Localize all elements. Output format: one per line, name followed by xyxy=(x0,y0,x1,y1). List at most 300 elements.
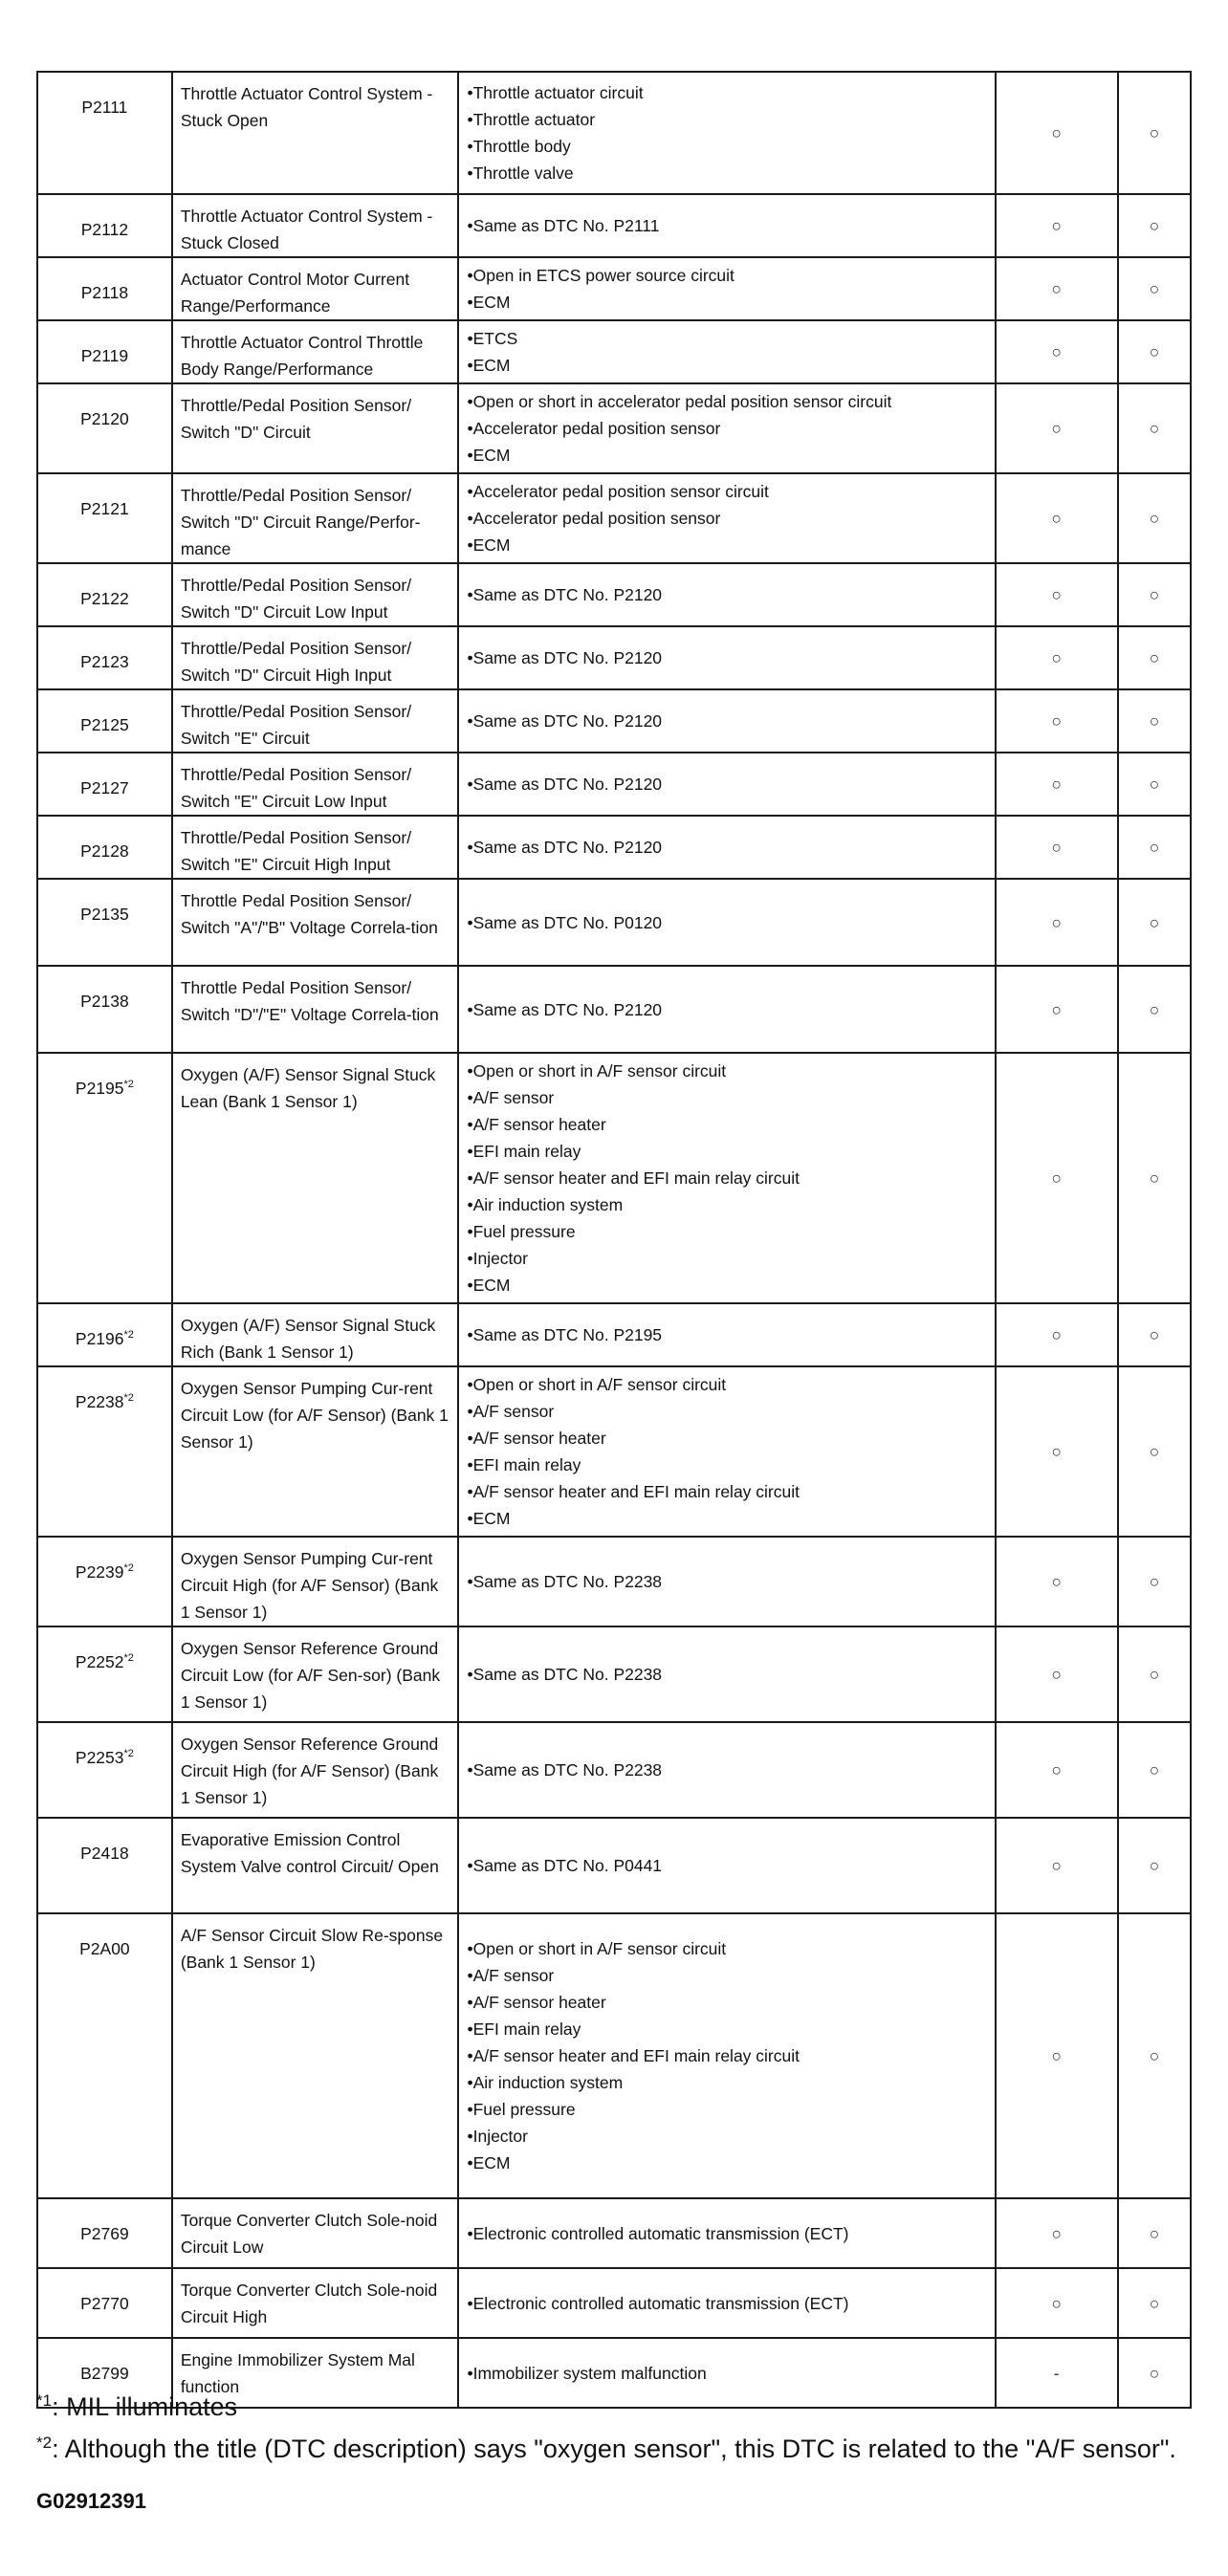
trouble-areas-cell xyxy=(458,320,995,383)
dtc-code-cell xyxy=(37,1626,172,1722)
trouble-area-item xyxy=(467,505,986,532)
trouble-area-text: Same as DTC No. P2120 xyxy=(472,999,663,1019)
table-row xyxy=(37,1366,1191,1537)
bullet-icon: • xyxy=(467,1482,473,1501)
trouble-area-item xyxy=(467,1452,986,1478)
footnote-text: : MIL illuminates xyxy=(52,2392,238,2421)
trouble-area-item xyxy=(467,1218,986,1245)
trouble-area-item xyxy=(467,1321,986,1348)
dtc-code: P2418 xyxy=(80,1844,129,1863)
trouble-areas-cell xyxy=(458,2268,995,2338)
dtc-detection-item: Oxygen Sensor Reference Ground Circuit Low (for A/F Sen-sor) (Bank 1 Sensor 1) xyxy=(172,1626,459,1722)
trouble-areas-cell xyxy=(458,966,995,1053)
trouble-area-item xyxy=(467,909,986,936)
trouble-areas-cell xyxy=(458,563,995,626)
dtc-code-cell xyxy=(37,1537,172,1626)
bullet-icon: • xyxy=(467,110,473,129)
dtc-code: P2118 xyxy=(80,283,129,302)
bullet-icon: • xyxy=(467,1222,473,1241)
trouble-area-text: Throttle actuator circuit xyxy=(472,83,644,102)
bullet-icon: • xyxy=(467,2223,473,2243)
trouble-area-text: Same as DTC No. P2238 xyxy=(472,1572,663,1591)
dtc-detection-item: Oxygen Sensor Pumping Cur-rent Circuit Low (for A/F Sensor) (Bank 1 Sensor 1) xyxy=(172,1366,459,1537)
memory-indicator: ○ xyxy=(1118,1913,1191,2198)
table-row xyxy=(37,194,1191,257)
dtc-code: P2253 xyxy=(75,1748,124,1767)
trouble-area-item xyxy=(467,2150,986,2176)
bullet-icon: • xyxy=(467,1856,473,1875)
trouble-area-item xyxy=(467,106,986,133)
trouble-areas-cell xyxy=(458,1053,995,1303)
mil-indicator: ○ xyxy=(996,194,1118,257)
trouble-area-item xyxy=(467,2220,986,2247)
trouble-area-text: A/F sensor heater and EFI main relay circuit xyxy=(472,1168,800,1188)
trouble-area-text: Same as DTC No. P2120 xyxy=(472,775,663,794)
dtc-code: P2128 xyxy=(80,841,129,861)
mil-indicator: ○ xyxy=(996,72,1118,194)
table-row xyxy=(37,1626,1191,1722)
mil-indicator: ○ xyxy=(996,879,1118,966)
table-row xyxy=(37,563,1191,626)
trouble-areas-cell xyxy=(458,194,995,257)
trouble-area-item xyxy=(467,2123,986,2150)
bullet-icon: • xyxy=(467,1429,473,1448)
trouble-area-text: Same as DTC No. P0441 xyxy=(472,1856,663,1875)
dtc-detection-item: Oxygen Sensor Reference Ground Circuit High (for A/F Sensor) (Bank 1 Sensor 1) xyxy=(172,1722,459,1818)
trouble-area-text: Throttle actuator xyxy=(472,110,596,129)
dtc-code-cell xyxy=(37,2198,172,2268)
trouble-area-item xyxy=(467,442,986,469)
mil-indicator: ○ xyxy=(996,383,1118,473)
bullet-icon: • xyxy=(467,1195,473,1214)
trouble-area-item xyxy=(467,79,986,106)
table-row xyxy=(37,626,1191,689)
trouble-area-text: Injector xyxy=(472,2127,528,2146)
trouble-areas-cell xyxy=(458,2198,995,2268)
mil-indicator: ○ xyxy=(996,1722,1118,1818)
trouble-area-item xyxy=(467,415,986,442)
trouble-area-text: Same as DTC No. P2238 xyxy=(472,1760,663,1779)
memory-indicator: ○ xyxy=(1118,320,1191,383)
dtc-code-cell xyxy=(37,1722,172,1818)
dtc-detection-item: Throttle Pedal Position Sensor/ Switch "D"/"E" Voltage Correla-tion xyxy=(172,966,459,1053)
dtc-detection-item: Oxygen (A/F) Sensor Signal Stuck Rich (Bank 1 Sensor 1) xyxy=(172,1303,459,1366)
trouble-area-text: Open or short in A/F sensor circuit xyxy=(472,1061,727,1081)
memory-indicator: ○ xyxy=(1118,1626,1191,1722)
mil-indicator: ○ xyxy=(996,1303,1118,1366)
dtc-table-body xyxy=(37,72,1191,2408)
trouble-area-item xyxy=(467,1661,986,1688)
trouble-area-item xyxy=(467,708,986,734)
mil-indicator: ○ xyxy=(996,1626,1118,1722)
dtc-detection-item: Throttle Pedal Position Sensor/ Switch "A"/"B" Voltage Correla-tion xyxy=(172,879,459,966)
table-row xyxy=(37,966,1191,1053)
footnote-af-sensor xyxy=(36,2428,1203,2470)
table-row xyxy=(37,2268,1191,2338)
trouble-areas-cell xyxy=(458,1626,995,1722)
trouble-area-item xyxy=(467,1058,986,1084)
trouble-area-text: EFI main relay xyxy=(472,1455,581,1474)
trouble-area-text: Open in ETCS power source circuit xyxy=(472,266,735,285)
trouble-area-text: A/F sensor xyxy=(472,1966,555,1985)
trouble-area-text: Same as DTC No. P0120 xyxy=(472,912,663,932)
dtc-code: P2112 xyxy=(80,220,129,239)
trouble-area-item xyxy=(467,212,986,239)
dtc-code-cell xyxy=(37,473,172,563)
trouble-areas-cell xyxy=(458,1303,995,1366)
trouble-area-text: EFI main relay xyxy=(472,2019,581,2039)
trouble-area-item xyxy=(467,532,986,558)
dtc-detection-item: Actuator Control Motor Current Range/Performance xyxy=(172,257,459,320)
trouble-area-text: EFI main relay xyxy=(472,1142,581,1161)
trouble-area-text: Air induction system xyxy=(472,2073,624,2092)
mil-indicator: ○ xyxy=(996,626,1118,689)
trouble-area-text: ECM xyxy=(472,535,511,555)
bullet-icon: • xyxy=(467,2100,473,2119)
mil-indicator: ○ xyxy=(996,473,1118,563)
footnote-ref: *2 xyxy=(123,1748,134,1760)
mil-indicator: ○ xyxy=(996,257,1118,320)
footnote-mark: *1 xyxy=(36,2391,53,2410)
bullet-icon: • xyxy=(467,2153,473,2172)
memory-indicator: ○ xyxy=(1118,473,1191,563)
bullet-icon: • xyxy=(467,1665,473,1684)
bullet-icon: • xyxy=(467,164,473,183)
trouble-area-item xyxy=(467,1568,986,1595)
mil-indicator: ○ xyxy=(996,816,1118,879)
bullet-icon: • xyxy=(467,648,473,667)
dtc-code-cell xyxy=(37,2268,172,2338)
trouble-area-item xyxy=(467,2290,986,2317)
trouble-areas-cell xyxy=(458,753,995,816)
bullet-icon: • xyxy=(467,1402,473,1421)
trouble-areas-cell xyxy=(458,1722,995,1818)
bullet-icon: • xyxy=(467,1061,473,1081)
trouble-areas-cell xyxy=(458,1913,995,2198)
bullet-icon: • xyxy=(467,1088,473,1107)
bullet-icon: • xyxy=(467,1509,473,1528)
bullet-icon: • xyxy=(467,711,473,731)
dtc-detection-item: Throttle/Pedal Position Sensor/ Switch "D" Circuit Range/Perfor-mance xyxy=(172,473,459,563)
trouble-area-text: Electronic controlled automatic transmission (ECT) xyxy=(472,2223,849,2243)
dtc-code: P2127 xyxy=(80,778,129,797)
dtc-code-cell xyxy=(37,72,172,194)
dtc-code: P2196 xyxy=(75,1329,124,1348)
trouble-area-text: Throttle body xyxy=(472,137,571,156)
trouble-area-item xyxy=(467,1989,986,2016)
trouble-area-text: ECM xyxy=(472,1509,511,1528)
dtc-detection-item: Throttle/Pedal Position Sensor/ Switch "D" Circuit Low Input xyxy=(172,563,459,626)
trouble-area-item xyxy=(467,771,986,797)
trouble-area-text: A/F sensor heater and EFI main relay circuit xyxy=(472,2046,800,2065)
dtc-code-cell xyxy=(37,753,172,816)
bullet-icon: • xyxy=(467,293,473,312)
dtc-code: B2799 xyxy=(80,2364,129,2383)
dtc-table xyxy=(36,71,1192,2409)
trouble-area-item xyxy=(467,1245,986,1272)
dtc-code-cell xyxy=(37,1366,172,1537)
footnote-ref: *2 xyxy=(123,1392,134,1405)
dtc-code-cell xyxy=(37,816,172,879)
trouble-area-text: A/F sensor heater and EFI main relay circuit xyxy=(472,1482,800,1501)
trouble-area-text: Open or short in A/F sensor circuit xyxy=(472,1375,727,1394)
bullet-icon: • xyxy=(467,266,473,285)
dtc-code: P2195 xyxy=(75,1079,124,1098)
memory-indicator: ○ xyxy=(1118,1303,1191,1366)
footnotes xyxy=(36,2386,1203,2470)
dtc-detection-item: Torque Converter Clutch Sole-noid Circuit High xyxy=(172,2268,459,2338)
trouble-areas-cell xyxy=(458,257,995,320)
mil-indicator: ○ xyxy=(996,1053,1118,1303)
bullet-icon: • xyxy=(467,2046,473,2065)
bullet-icon: • xyxy=(467,137,473,156)
trouble-area-item xyxy=(467,352,986,379)
trouble-area-text: Accelerator pedal position sensor circuit xyxy=(472,482,769,501)
table-row xyxy=(37,689,1191,753)
trouble-area-text: A/F sensor heater xyxy=(472,1115,606,1134)
footnote-ref: *2 xyxy=(123,1652,134,1665)
memory-indicator: ○ xyxy=(1118,72,1191,194)
figure-id: G02912391 xyxy=(36,2489,146,2513)
bullet-icon: • xyxy=(467,2073,473,2092)
dtc-detection-item: Throttle Actuator Control System - Stuck Closed xyxy=(172,194,459,257)
memory-indicator: ○ xyxy=(1118,2268,1191,2338)
mil-indicator: ○ xyxy=(996,1818,1118,1913)
dtc-detection-item: Throttle/Pedal Position Sensor/ Switch "E" Circuit High Input xyxy=(172,816,459,879)
table-row xyxy=(37,320,1191,383)
trouble-area-item xyxy=(467,1138,986,1165)
trouble-area-item xyxy=(467,1084,986,1111)
dtc-code-cell xyxy=(37,879,172,966)
trouble-area-item xyxy=(467,996,986,1023)
dtc-code: P2770 xyxy=(80,2294,129,2313)
trouble-area-item xyxy=(467,1962,986,1989)
dtc-code: P2119 xyxy=(80,346,129,365)
bullet-icon: • xyxy=(467,1142,473,1161)
dtc-code-cell xyxy=(37,1053,172,1303)
table-row xyxy=(37,879,1191,966)
footnote-mark: *2 xyxy=(36,2434,53,2452)
dtc-code: P2238 xyxy=(75,1392,124,1411)
dtc-detection-item: Throttle Actuator Control System - Stuck Open xyxy=(172,72,459,194)
trouble-area-text: Open or short in A/F sensor circuit xyxy=(472,1939,727,1958)
trouble-areas-cell xyxy=(458,72,995,194)
trouble-area-text: Fuel pressure xyxy=(472,2100,576,2119)
bullet-icon: • xyxy=(467,838,473,857)
memory-indicator: ○ xyxy=(1118,753,1191,816)
trouble-area-text: Accelerator pedal position sensor xyxy=(472,419,721,438)
trouble-area-text: ECM xyxy=(472,2153,511,2172)
table-row xyxy=(37,1537,1191,1626)
memory-indicator: ○ xyxy=(1118,257,1191,320)
bullet-icon: • xyxy=(467,329,473,348)
trouble-area-text: Open or short in accelerator pedal position sensor circuit xyxy=(472,392,892,411)
trouble-area-item xyxy=(467,1165,986,1191)
trouble-areas-cell xyxy=(458,383,995,473)
trouble-area-text: Air induction system xyxy=(472,1195,624,1214)
trouble-area-item xyxy=(467,1757,986,1783)
trouble-area-text: ECM xyxy=(472,293,511,312)
dtc-code-cell xyxy=(37,966,172,1053)
trouble-areas-cell xyxy=(458,626,995,689)
table-row xyxy=(37,1722,1191,1818)
table-row xyxy=(37,816,1191,879)
trouble-areas-cell xyxy=(458,473,995,563)
trouble-areas-cell xyxy=(458,1818,995,1913)
bullet-icon: • xyxy=(467,775,473,794)
trouble-area-item xyxy=(467,644,986,671)
dtc-code: P2120 xyxy=(80,409,129,428)
dtc-code: P2125 xyxy=(80,715,129,734)
dtc-code: P2138 xyxy=(80,992,129,1011)
dtc-detection-item: Throttle/Pedal Position Sensor/ Switch "D" Circuit xyxy=(172,383,459,473)
bullet-icon: • xyxy=(467,1966,473,1985)
memory-indicator: ○ xyxy=(1118,1818,1191,1913)
memory-indicator: ○ xyxy=(1118,194,1191,257)
dtc-detection-item: A/F Sensor Circuit Slow Re-sponse (Bank 1 Sensor 1) xyxy=(172,1913,459,2198)
trouble-area-item xyxy=(467,1371,986,1398)
dtc-code: P2123 xyxy=(80,652,129,671)
memory-indicator: ○ xyxy=(1118,1537,1191,1626)
trouble-area-item xyxy=(467,133,986,160)
table-row xyxy=(37,2198,1191,2268)
memory-indicator: ○ xyxy=(1118,2198,1191,2268)
trouble-area-text: Same as DTC No. P2195 xyxy=(472,1325,663,1344)
bullet-icon: • xyxy=(467,1455,473,1474)
bullet-icon: • xyxy=(467,356,473,375)
trouble-area-item xyxy=(467,478,986,505)
table-row xyxy=(37,1818,1191,1913)
dtc-code-cell xyxy=(37,1303,172,1366)
trouble-area-item xyxy=(467,160,986,186)
table-row xyxy=(37,1303,1191,1366)
dtc-code-cell xyxy=(37,383,172,473)
bullet-icon: • xyxy=(467,999,473,1019)
dtc-code: P2769 xyxy=(80,2224,129,2243)
bullet-icon: • xyxy=(467,535,473,555)
trouble-area-item xyxy=(467,388,986,415)
table-row xyxy=(37,1913,1191,2198)
dtc-code-cell xyxy=(37,689,172,753)
trouble-area-item xyxy=(467,325,986,352)
bullet-icon: • xyxy=(467,585,473,604)
trouble-area-item xyxy=(467,2096,986,2123)
mil-indicator: ○ xyxy=(996,320,1118,383)
trouble-area-text: Throttle valve xyxy=(472,164,574,183)
bullet-icon: • xyxy=(467,2019,473,2039)
dtc-code-cell xyxy=(37,626,172,689)
mil-indicator: ○ xyxy=(996,2198,1118,2268)
trouble-area-item xyxy=(467,262,986,289)
dtc-code-cell xyxy=(37,1913,172,2198)
table-row xyxy=(37,1053,1191,1303)
bullet-icon: • xyxy=(467,1276,473,1295)
dtc-code-cell xyxy=(37,320,172,383)
trouble-area-item xyxy=(467,2360,986,2387)
dtc-detection-item: Oxygen (A/F) Sensor Signal Stuck Lean (Bank 1 Sensor 1) xyxy=(172,1053,459,1303)
mil-indicator: ○ xyxy=(996,966,1118,1053)
dtc-code-cell xyxy=(37,563,172,626)
memory-indicator: ○ xyxy=(1118,966,1191,1053)
memory-indicator: ○ xyxy=(1118,1366,1191,1537)
dtc-code-cell xyxy=(37,257,172,320)
dtc-code: P2111 xyxy=(81,98,128,117)
footnote-text: : Although the title (DTC description) says "oxygen sensor", this DTC is related to the "A/F sensor". xyxy=(52,2434,1176,2463)
trouble-area-text: A/F sensor heater xyxy=(472,1993,606,2012)
memory-indicator: ○ xyxy=(1118,1053,1191,1303)
trouble-area-item xyxy=(467,581,986,608)
bullet-icon: • xyxy=(467,1168,473,1188)
mil-indicator: ○ xyxy=(996,1366,1118,1537)
trouble-area-item xyxy=(467,1398,986,1425)
footnote-ref: *2 xyxy=(123,1329,134,1342)
trouble-area-item xyxy=(467,2042,986,2069)
trouble-area-item xyxy=(467,834,986,861)
memory-indicator: ○ xyxy=(1118,816,1191,879)
memory-indicator: ○ xyxy=(1118,383,1191,473)
bullet-icon: • xyxy=(467,1325,473,1344)
bullet-icon: • xyxy=(467,1115,473,1134)
trouble-area-text: ETCS xyxy=(472,329,518,348)
bullet-icon: • xyxy=(467,1249,473,1268)
trouble-area-item xyxy=(467,1478,986,1505)
bullet-icon: • xyxy=(467,419,473,438)
trouble-area-item xyxy=(467,1191,986,1218)
footnote-ref: *2 xyxy=(123,1079,134,1091)
trouble-area-text: A/F sensor xyxy=(472,1402,555,1421)
bullet-icon: • xyxy=(467,216,473,235)
trouble-area-text: A/F sensor xyxy=(472,1088,555,1107)
bullet-icon: • xyxy=(467,83,473,102)
bullet-icon: • xyxy=(467,1939,473,1958)
dtc-code: P2A00 xyxy=(79,1939,130,1958)
mil-indicator: ○ xyxy=(996,689,1118,753)
memory-indicator: ○ xyxy=(1118,879,1191,966)
bullet-icon: • xyxy=(467,1375,473,1394)
trouble-area-text: Electronic controlled automatic transmission (ECT) xyxy=(472,2293,849,2313)
trouble-area-text: Same as DTC No. P2238 xyxy=(472,1665,663,1684)
mil-indicator: ○ xyxy=(996,753,1118,816)
trouble-area-text: A/F sensor heater xyxy=(472,1429,606,1448)
trouble-area-text: Accelerator pedal position sensor xyxy=(472,509,721,528)
bullet-icon: • xyxy=(467,2363,473,2383)
trouble-areas-cell xyxy=(458,816,995,879)
dtc-detection-item: Throttle Actuator Control Throttle Body Range/Performance xyxy=(172,320,459,383)
trouble-areas-cell xyxy=(458,1537,995,1626)
bullet-icon: • xyxy=(467,1993,473,2012)
bullet-icon: • xyxy=(467,2293,473,2313)
trouble-areas-cell xyxy=(458,879,995,966)
bullet-icon: • xyxy=(467,1572,473,1591)
table-row xyxy=(37,257,1191,320)
trouble-area-text: Same as DTC No. P2120 xyxy=(472,648,663,667)
mil-indicator: ○ xyxy=(996,2268,1118,2338)
dtc-detection-item: Torque Converter Clutch Sole-noid Circuit Low xyxy=(172,2198,459,2268)
dtc-code: P2135 xyxy=(80,905,129,924)
trouble-area-text: Same as DTC No. P2111 xyxy=(472,216,660,235)
trouble-area-text: Same as DTC No. P2120 xyxy=(472,838,663,857)
dtc-code: P2122 xyxy=(80,589,129,608)
trouble-area-item xyxy=(467,2016,986,2042)
trouble-area-item xyxy=(467,1505,986,1532)
footnote-mil xyxy=(36,2386,1203,2428)
dtc-detection-item: Throttle/Pedal Position Sensor/ Switch "E" Circuit Low Input xyxy=(172,753,459,816)
dtc-code: P2121 xyxy=(80,499,129,518)
trouble-area-item xyxy=(467,1425,986,1452)
trouble-area-item xyxy=(467,1272,986,1299)
mil-indicator: - xyxy=(996,2338,1118,2408)
trouble-area-text: ECM xyxy=(472,1276,511,1295)
